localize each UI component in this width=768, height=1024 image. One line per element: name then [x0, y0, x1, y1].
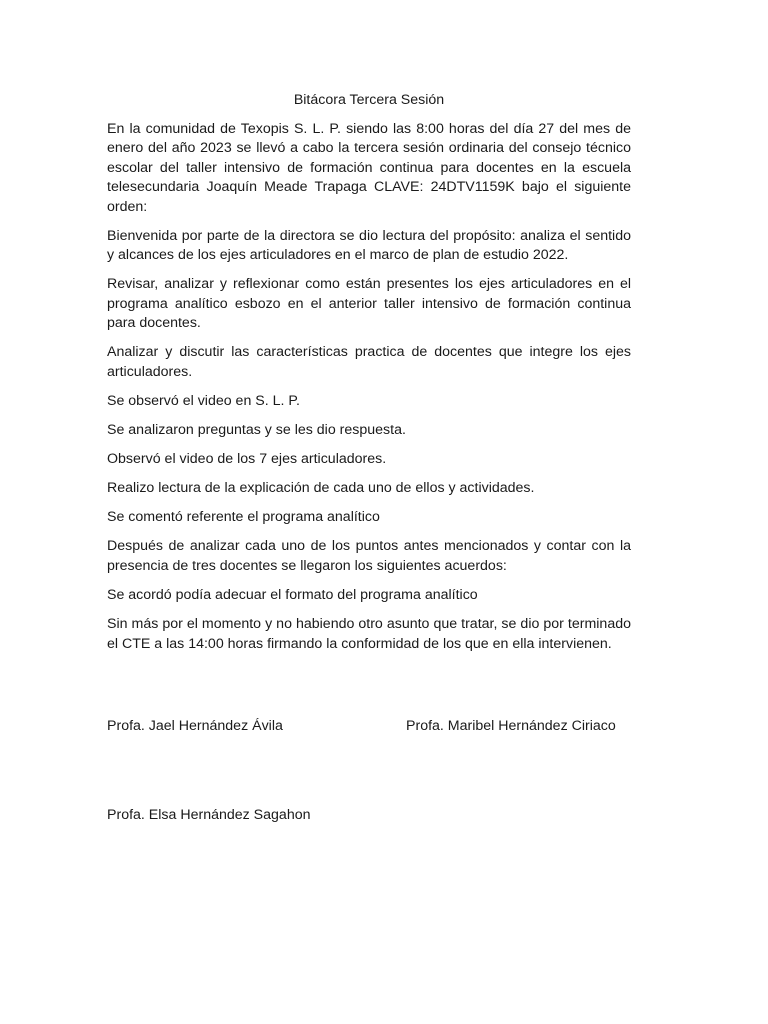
paragraph-agreements-intro: Después de analizar cada uno de los puntos antes mencionados y contar con la presencia de tres docentes se llegaron los siguientes acuerdos: — [107, 538, 631, 574]
paragraph-video-slp: Se observó el video en S. L. P. — [107, 392, 300, 409]
paragraph-reading: Realizo lectura de la explicación de cada uno de ellos y actividades. — [107, 480, 535, 497]
paragraph-video-ejes: Observó el video de los 7 ejes articuladores. — [107, 451, 387, 468]
paragraph-agreement: Se acordó podía adecuar el formato del programa analítico — [107, 586, 478, 603]
signature-elsa: Profa. Elsa Hernández Sagahon — [107, 807, 311, 823]
paragraph-comment: Se comentó referente el programa analítico — [107, 509, 380, 526]
signature-jael: Profa. Jael Hernández Ávila — [107, 718, 283, 734]
paragraph-opening: En la comunidad de Texopis S. L. P. siendo las 8:00 horas del día 27 del mes de enero del año 2023 se llevó a cabo la tercera sesión ordinaria del consejo técnico escolar del taller intensivo de formación continua para docentes en la escuela telesecundaria Joaquín Meade Trapaga CLAVE: 24DTV1159K bajo el siguiente orden: — [107, 120, 631, 215]
paragraph-welcome: Bienvenida por parte de la directora se dio lectura del propósito: analiza el sentido y alcances de los ejes articuladores en el marco de plan de estudio 2022. — [107, 227, 631, 264]
paragraph-closing: Sin más por el momento y no habiendo otro asunto que tratar, se dio por terminado el CTE a las 14:00 horas firmando la conformidad de los que en ella intervienen. — [107, 616, 631, 652]
document-body — [107, 91, 631, 664]
paragraph-review: Revisar, analizar y reflexionar como están presentes los ejes articuladores en el programa analítico esbozo en el anterior taller intensivo de formación continua para docentes. — [107, 276, 631, 332]
signature-maribel: Profa. Maribel Hernández Ciriaco — [406, 718, 616, 734]
document-title: Bitácora Tercera Sesión — [293, 92, 445, 108]
paragraph-analyze: Analizar y discutir las características practica de docentes que integre los ejes articuladores. — [107, 344, 631, 380]
paragraph-questions: Se analizaron preguntas y se les dio respuesta. — [107, 421, 406, 438]
